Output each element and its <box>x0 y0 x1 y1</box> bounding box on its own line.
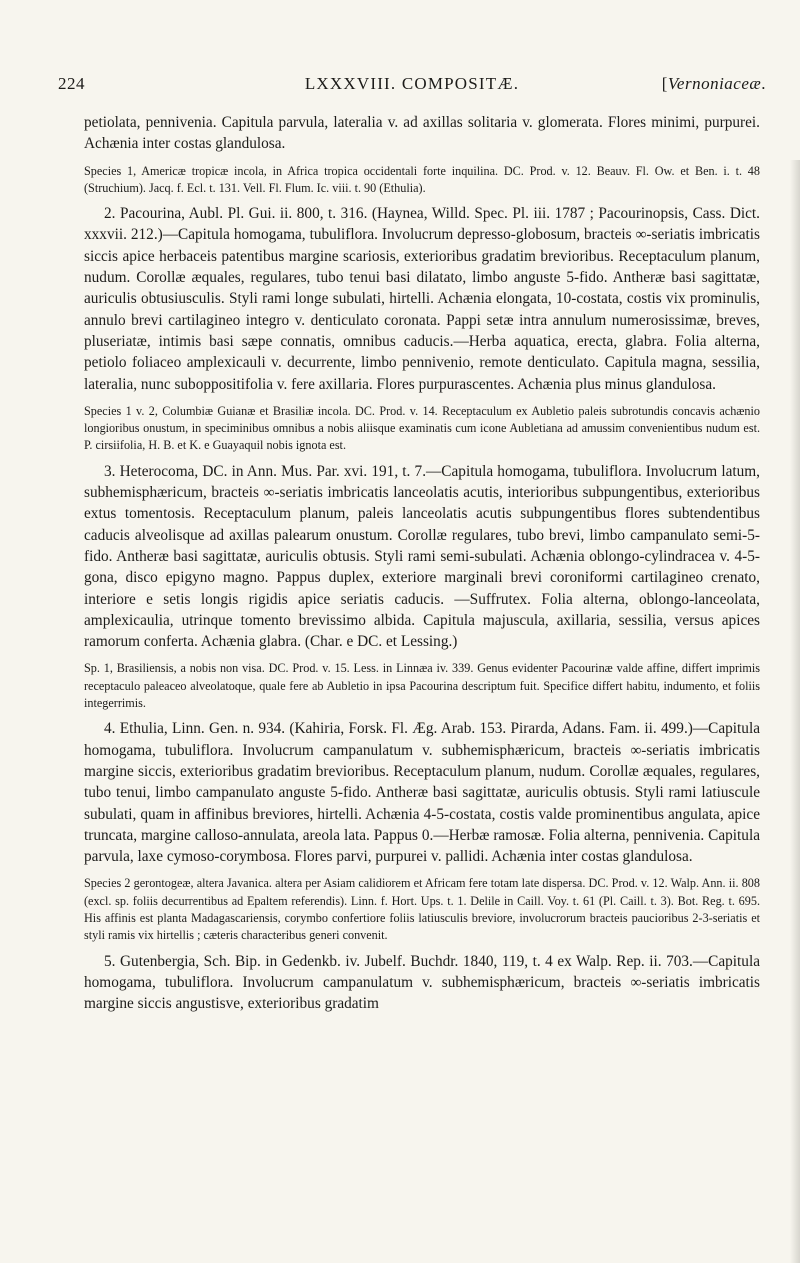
species-note-struchium: Species 1, Americæ tropicæ incola, in Africa tropica occidentali forte inquilina. DC. Prod. v. 12. Beauv. Fl. Ow. et Ben. i. t. 48 (Struchium). Jacq. f. Ecl. t. 131. Vell. Fl. Flum. Ic. viii. t. 90 (Ethulia). <box>84 163 760 195</box>
species-note-pacourina: Species 1 v. 2, Columbiæ Guianæ et Brasiliæ incola. DC. Prod. v. 14. Receptaculum ex Aubletio paleis subrotundis concavis achænio longioribus onustum, in speciminibus omnibus a nobis aliisque examinatis cum icone Aubletiana ad amussim convenientibus nudum est. P. cirsiifolia, H. B. et K. e Guayaquil nobis ignota est. <box>84 403 760 453</box>
running-header <box>58 74 766 96</box>
page-edge-shadow <box>790 160 800 1263</box>
paragraph-ethulia-struchium-end: petiolata, pennivenia. Capitula parvula, lateralia v. ad axillas solitaria v. glomerata. Flores minimi, purpurei. Achænia inter costas glandulosa. <box>84 114 760 153</box>
page-number: 224 <box>58 74 85 93</box>
genus-ethulia: 4. Ethulia, Linn. Gen. n. 934. (Kahiria, Forsk. Fl. Æg. Arab. 153. Pirarda, Adans. Fam. ii. 499.)—Capitula homogama, tubuliflora. Involucrum campanulatum v. subhemisphæricum, bracteis ∞-seriatis imbricatis margine siccis, exterioribus gradatim brevioribus. Receptaculum planum, nudum. Corollæ æquales, regulares, tubo tenui, limbo campanulato anguste 5-fido. Antheræ basi sagittatæ, auriculis obtusis. Styli rami latiuscule subulati, quam in affinibus breviores, hirtelli. Achænia 4-5-costata, costis valde prominentibus angulata, apice truncata, margine calloso-annulata, areola lata. Pappus 0.—Herbæ ramosæ. Folia alterna, pennivenia. Capitula parvula, laxe cymoso-corymbosa. Flores parvi, purpurei v. pallidi. Achænia inter costas glandulosa. <box>84 720 760 866</box>
species-note-ethulia: Species 2 gerontogeæ, altera Javanica. altera per Asiam calidiorem et Africam fere totam late dispersa. DC. Prod. v. 12. Walp. Ann. ii. 808 (excl. sp. foliis decurrentibus ad Epaltem referendis). Linn. f. Hort. Ups. t. 1. Delile in Caill. Voy. t. 61 (Pl. Caill. t. 3). Bot. Reg. t. 695. His affinis est planta Madagascariensis, corymbo confertiore foliis latiusculis breviore, involucrorum bracteis paucioribus 2-3-seriatis et styli ramis vix hirtellis ; cæteris characteribus generi convenit. <box>84 876 760 943</box>
species-note-heterocoma: Sp. 1, Brasiliensis, a nobis non visa. DC. Prod. v. 15. Less. in Linnæa iv. 339. Genus evidenter Pacourinæ valde affine, differt imprimis receptaculo paleaceo alveolatoque, quale fere ab Aubletio in ipsa Pacourina descriptum fuit. Specifice differt habitu, indumento, et foliis integerrimis. <box>84 661 760 711</box>
chapter-title: LXXXVIII. COMPOSITÆ. <box>304 74 520 93</box>
page-body <box>84 112 760 1014</box>
genus-heterocoma: 3. Heterocoma, DC. in Ann. Mus. Par. xvi. 191, t. 7.—Capitula homogama, tubuliflora. Involucrum latum, subhemisphæricum, bracteis ∞-seriatis imbricatis lanceolatis acutis, interioribus subpungentibus, exterioribus extus tomentosis. Receptaculum planum, paleis lanceolatis acutis subpungentibus flores subtendentibus caducis alveolisque ad axillas palearum onustum. Corollæ regulares, tubo brevi, limbo campanulato semi-5-fido. Antheræ basi sagittatæ, auriculis obtusis. Styli rami semi-subulati. Achænia oblongo-cylindracea v. 4-5-gona, disco epigyno magno. Pappus duplex, exteriore marginali brevi coroniformi cartilagineo crenato, interiore e setis longis rigidis apice seriatis caducis. —Suffrutex. Folia alterna, oblongo-lanceolata, amplexicaulia, utrinque tomento brevissimo albida. Capitula majuscula, axillaria, sessilia, versus apices ramorum conferta. Achænia glabra. (Char. e DC. et Lessing.) <box>84 462 760 651</box>
genus-gutenbergia: 5. Gutenbergia, Sch. Bip. in Gedenkb. iv. Jubelf. Buchdr. 1840, 119, t. 4 ex Walp. Rep. ii. 703.—Capitula homogama, tubuliflora. Involucrum campanulatum v. subhemisphæricum, bracteis ∞-seriatis imbricatis margine siccis angustisve, exterioribus gradatim <box>84 952 760 1013</box>
family-name: [Vernoniaceæ. <box>661 74 766 93</box>
genus-pacourina: 2. Pacourina, Aubl. Pl. Gui. ii. 800, t. 316. (Haynea, Willd. Spec. Pl. iii. 1787 ; Pacourinopsis, Cass. Dict. xxxvii. 212.)—Capitula homogama, tubuliflora. Involucrum depresso-globosum, bracteis ∞-seriatis imbricatis siccis apice herbaceis patentibus margine scariosis, exterioribus gradatim brevioribus. Receptaculum planum, nudum. Corollæ æquales, regulares, tubo tenui basi dilatato, limbo anguste 5-fido. Antheræ basi sagittatæ, auriculis obtusiusculis. Styli rami longe subulati, hirtelli. Achænia elongata, 10-costata, costis vix prominulis, annulo brevi cartilagineo integro v. denticulato coronata. Pappi setæ intra annulum numerosissimæ, breves, pluseriatæ, intimis basi sæpe connatis, omnibus caducis.—Herba aquatica, erecta, glabra. Folia alterna, petiolo foliaceo amplexicauli v. decurrente, limbo pennivenio, remote denticulato. Capitula magna, sessilia, lateralia, nunc suboppositifolia v. fere axillaria. Flores purpurascentes. Achænia plus minus glandulosa. <box>84 205 760 393</box>
